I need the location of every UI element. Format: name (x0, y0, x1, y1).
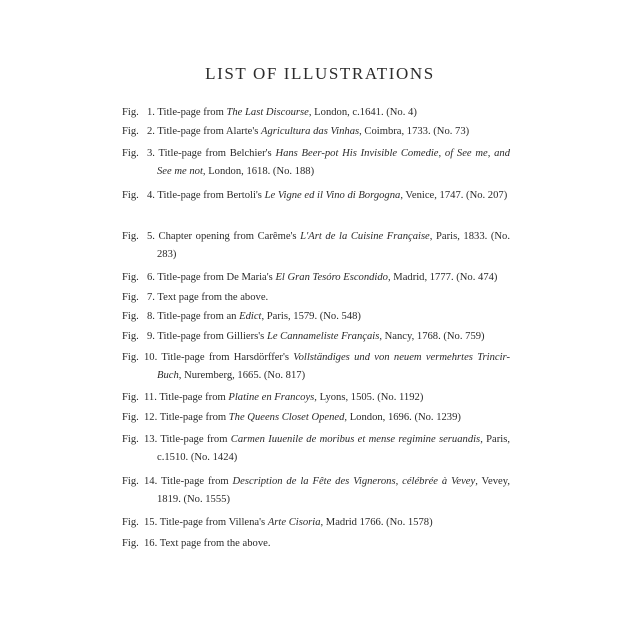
caption-text: Title-page from (160, 476, 233, 487)
figure-caption (144, 349, 510, 385)
figure-number: 15. (144, 517, 158, 528)
figure-label: Fig. (122, 190, 139, 201)
caption-text: Text page from the above. (157, 292, 269, 303)
figure-number: 10. (144, 352, 158, 363)
list-item (122, 308, 510, 326)
figure-caption (144, 535, 510, 553)
figure-label: Fig. (122, 331, 139, 342)
caption-text: Title-page from an (157, 311, 240, 322)
figure-label: Fig. (122, 231, 139, 242)
caption-text: Title-page from Harsdörffer's (161, 352, 294, 363)
figure-label: Fig. (122, 311, 139, 322)
list-item (122, 145, 510, 181)
figure-number: 4. (147, 190, 155, 201)
figure-number: 6. (147, 272, 155, 283)
figure-label: Fig. (122, 517, 139, 528)
figure-caption (147, 228, 510, 264)
caption-details: , Madrid 1766. (No. 1578) (320, 517, 433, 528)
work-title: Le Vigne ed il Vino di Borgogna (264, 190, 401, 201)
list-item (122, 431, 510, 467)
caption-details: , Venice, 1747. (No. 207) (400, 190, 508, 201)
figure-caption (147, 104, 510, 122)
caption-text: Title-page from De Maria's (157, 272, 276, 283)
figure-caption (147, 123, 510, 141)
caption-text: Title-page from Bertoli's (157, 190, 265, 201)
list-item (122, 187, 510, 205)
caption-text: Title-page from Gilliers's (157, 331, 267, 342)
list-item (122, 473, 510, 509)
figure-caption (147, 187, 510, 205)
caption-details: , Lyons, 1505. (No. 1192) (314, 392, 424, 403)
figure-caption (144, 473, 510, 509)
work-title: Edict (239, 311, 262, 322)
figure-number: 1. (147, 107, 155, 118)
figure-number: 12. (144, 412, 158, 423)
caption-text: Title-page from (157, 107, 227, 118)
caption-details: , Nuremberg, 1665. (No. 817) (178, 370, 306, 381)
caption-details: , London, c.1641. (No. 4) (308, 107, 417, 118)
figure-number: 8. (147, 311, 155, 322)
work-title: El Gran Tesóro Escondido (275, 272, 388, 283)
caption-details: , Nancy, 1768. (No. 759) (379, 331, 485, 342)
caption-details: , Paris, 1833. (No. 283) (157, 231, 510, 260)
figure-number: 9. (147, 331, 155, 342)
caption-text: Chapter opening from Carême's (158, 231, 301, 242)
figure-label: Fig. (122, 476, 139, 487)
figure-number: 5. (147, 231, 155, 242)
work-title: Vollständiges und von neuem vermehrtes Trincir-Buch (157, 352, 510, 381)
work-title: Arte Cisoria (267, 517, 321, 528)
list-item (122, 104, 510, 122)
caption-text: Title-page from (159, 392, 229, 403)
caption-details: , London, 1696. (No. 1239) (344, 412, 461, 423)
figure-number: 14. (144, 476, 158, 487)
work-title: Hans Beer-pot His Invisible Comedie, of See me, and See me not (157, 148, 510, 177)
list-item (122, 514, 510, 532)
figure-number: 3. (147, 148, 155, 159)
figure-caption (144, 389, 510, 407)
figure-number: 2. (147, 126, 155, 137)
list-item (122, 389, 510, 407)
figure-label: Fig. (122, 392, 139, 403)
figure-caption (144, 514, 510, 532)
work-title: The Queens Closet Opened (228, 412, 345, 423)
figure-caption (147, 145, 510, 181)
figure-caption (147, 308, 510, 326)
list-item (122, 535, 510, 553)
figure-caption (144, 431, 510, 467)
figure-number: 7. (147, 292, 155, 303)
figure-caption (147, 269, 510, 287)
list-item (122, 228, 510, 264)
figure-number: 11. (144, 392, 157, 403)
list-item (122, 409, 510, 427)
figure-label: Fig. (122, 148, 139, 159)
list-item (122, 269, 510, 287)
work-title: Carmen Iuuenile de moribus et mense regimine seruandis (230, 434, 481, 445)
page-title: LIST OF ILLUSTRATIONS (205, 64, 435, 83)
caption-details: , Coimbra, 1733. (No. 73) (359, 126, 470, 137)
figure-label: Fig. (122, 272, 139, 283)
work-title: Platine en Francoys (228, 392, 315, 403)
figure-number: 16. (144, 538, 158, 549)
figure-label: Fig. (122, 412, 139, 423)
figure-caption (147, 328, 510, 346)
caption-text: Title-page from (160, 434, 231, 445)
caption-details: , Vevey, 1819. (No. 1555) (157, 476, 510, 505)
caption-details: , Madrid, 1777. (No. 474) (387, 272, 498, 283)
caption-text: Title-page from (159, 412, 229, 423)
work-title: L'Art de la Cuisine Française (300, 231, 430, 242)
work-title: Le Cannameliste Français (266, 331, 380, 342)
caption-details: , Paris, c.1510. (No. 1424) (157, 434, 510, 463)
caption-text: Title-page from Villena's (159, 517, 268, 528)
figure-label: Fig. (122, 352, 139, 363)
figure-label: Fig. (122, 434, 139, 445)
caption-details: , Paris, 1579. (No. 548) (261, 311, 361, 322)
caption-text: Title-page from Alarte's (157, 126, 262, 137)
figure-label: Fig. (122, 538, 139, 549)
figure-number: 13. (144, 434, 158, 445)
list-item (122, 123, 510, 141)
work-title: Agricultura das Vinhas (261, 126, 360, 137)
list-item (122, 328, 510, 346)
figure-label: Fig. (122, 292, 139, 303)
list-item (122, 289, 510, 307)
figure-label: Fig. (122, 126, 139, 137)
work-title: The Last Discourse (226, 107, 309, 118)
figure-caption (147, 289, 510, 307)
caption-text: Text page from the above. (159, 538, 271, 549)
caption-text: Title-page from Belchier's (158, 148, 276, 159)
work-title: Description de la Fête des Vignerons, célébrée à Vevey (232, 476, 476, 487)
figure-label: Fig. (122, 107, 139, 118)
list-item (122, 349, 510, 385)
caption-details: , London, 1618. (No. 188) (202, 166, 315, 177)
figure-caption (144, 409, 510, 427)
